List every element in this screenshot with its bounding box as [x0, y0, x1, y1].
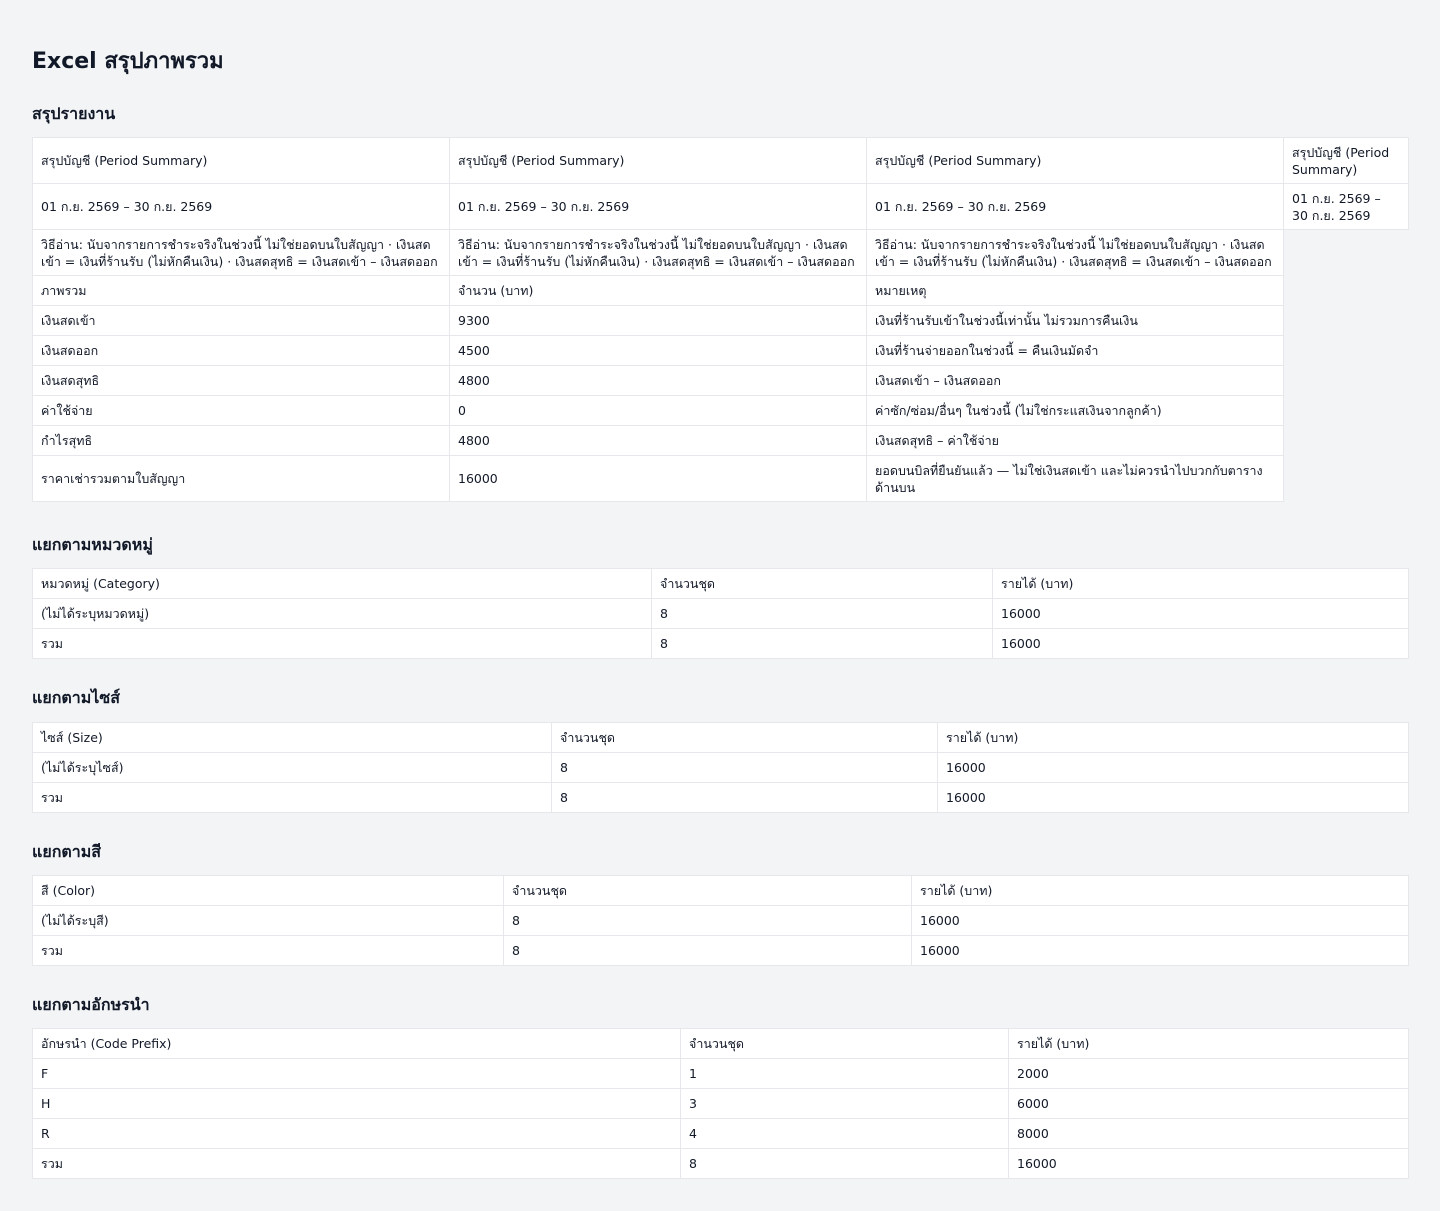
table-header-row	[33, 569, 1409, 599]
category-heading: แยกตามหมวดหมู่	[32, 535, 153, 554]
row-label: กำไรสุทธิ	[33, 426, 450, 456]
header-cell: ไซส์ (Size)	[33, 723, 552, 753]
table-row	[33, 366, 1409, 396]
table-cell: 16000	[993, 599, 1409, 629]
table-header-row	[33, 1029, 1409, 1059]
table-cell: 8	[504, 906, 912, 936]
prefix-table	[32, 1028, 1409, 1179]
table-cell: รวม	[33, 783, 552, 813]
row-note: ค่าซัก/ซ่อม/อื่นๆ ในช่วงนี้ (ไม่ใช่กระแสเงินจากลูกค้า)	[867, 396, 1284, 426]
table-cell: 16000	[993, 629, 1409, 659]
period-title-cell: สรุปบัญชี (Period Summary)	[450, 138, 867, 184]
method-note-cell: วิธีอ่าน: นับจากรายการชำระจริงในช่วงนี้ ไม่ใช่ยอดบนใบสัญญา · เงินสดเข้า = เงินที่ร้านรับ (ไม่หักคืนเงิน) · เงินสดสุทธิ = เงินสดเข้า – เงินสดออก	[867, 230, 1284, 276]
table-row	[33, 1119, 1409, 1149]
table-cell: 8	[504, 936, 912, 966]
header-cell: รายได้ (บาท)	[993, 569, 1409, 599]
summary-section	[32, 137, 1408, 502]
period-range-cell: 01 ก.ย. 2569 – 30 ก.ย. 2569	[33, 184, 450, 230]
row-amount: 4500	[450, 336, 867, 366]
table-row	[33, 936, 1409, 966]
table-cell: 16000	[938, 783, 1409, 813]
table-cell: 16000	[938, 753, 1409, 783]
table-cell: 8000	[1009, 1119, 1409, 1149]
table-cell: 16000	[912, 906, 1409, 936]
table-row	[33, 396, 1409, 426]
row-amount: 4800	[450, 366, 867, 396]
header-cell: รายได้ (บาท)	[912, 876, 1409, 906]
row-note: เงินที่ร้านรับเข้าในช่วงนี้เท่านั้น ไม่รวมการคืนเงิน	[867, 306, 1284, 336]
table-row	[33, 1089, 1409, 1119]
size-section	[32, 722, 1408, 813]
table-cell: R	[33, 1119, 681, 1149]
table-cell: 4	[681, 1119, 1009, 1149]
table-cell: รวม	[33, 936, 504, 966]
table-cell: 16000	[1009, 1149, 1409, 1179]
row-label: ราคาเช่ารวมตามใบสัญญา	[33, 456, 450, 502]
table-cell: (ไม่ได้ระบุหมวดหมู่)	[33, 599, 652, 629]
header-cell: จำนวนชุด	[504, 876, 912, 906]
row-note: เงินสดเข้า – เงินสดออก	[867, 366, 1284, 396]
header-cell: รายได้ (บาท)	[1009, 1029, 1409, 1059]
prefix-heading: แยกตามอักษรนำ	[32, 995, 150, 1014]
table-cell: รวม	[33, 629, 652, 659]
table-cell: 8	[652, 599, 993, 629]
header-cell: หมายเหตุ	[867, 276, 1284, 306]
summary-table	[32, 137, 1409, 502]
header-cell: อักษรนำ (Code Prefix)	[33, 1029, 681, 1059]
period-range-row	[33, 184, 1409, 230]
table-row	[33, 456, 1409, 502]
row-note: ยอดบนบิลที่ยืนยันแล้ว — ไม่ใช่เงินสดเข้า และไม่ควรนำไปบวกกับตารางด้านบน	[867, 456, 1284, 502]
row-note: เงินสดสุทธิ – ค่าใช้จ่าย	[867, 426, 1284, 456]
category-section	[32, 568, 1408, 659]
table-row	[33, 906, 1409, 936]
table-row	[33, 599, 1409, 629]
summary-header-row	[33, 276, 1409, 306]
header-cell: หมวดหมู่ (Category)	[33, 569, 652, 599]
header-cell: ภาพรวม	[33, 276, 450, 306]
table-header-row	[33, 876, 1409, 906]
prefix-section	[32, 1028, 1408, 1179]
empty-cell	[1284, 230, 1409, 502]
table-cell: 8	[652, 629, 993, 659]
table-header-row	[33, 723, 1409, 753]
header-cell: รายได้ (บาท)	[938, 723, 1409, 753]
method-note-cell: วิธีอ่าน: นับจากรายการชำระจริงในช่วงนี้ ไม่ใช่ยอดบนใบสัญญา · เงินสดเข้า = เงินที่ร้านรับ (ไม่หักคืนเงิน) · เงินสดสุทธิ = เงินสดเข้า – เงินสดออก	[33, 230, 450, 276]
row-amount: 9300	[450, 306, 867, 336]
row-label: เงินสดสุทธิ	[33, 366, 450, 396]
period-title-cell: สรุปบัญชี (Period Summary)	[1284, 138, 1409, 184]
table-cell: (ไม่ได้ระบุไซส์)	[33, 753, 552, 783]
size-heading: แยกตามไซส์	[32, 688, 120, 707]
row-label: ค่าใช้จ่าย	[33, 396, 450, 426]
row-amount: 16000	[450, 456, 867, 502]
period-range-cell: 01 ก.ย. 2569 – 30 ก.ย. 2569	[1284, 184, 1409, 230]
method-note-cell: วิธีอ่าน: นับจากรายการชำระจริงในช่วงนี้ ไม่ใช่ยอดบนใบสัญญา · เงินสดเข้า = เงินที่ร้านรับ (ไม่หักคืนเงิน) · เงินสดสุทธิ = เงินสดเข้า – เงินสดออก	[450, 230, 867, 276]
table-row	[33, 306, 1409, 336]
table-row	[33, 1149, 1409, 1179]
table-row	[33, 753, 1409, 783]
color-section	[32, 875, 1408, 966]
period-title-cell: สรุปบัญชี (Period Summary)	[33, 138, 450, 184]
table-row	[33, 629, 1409, 659]
header-cell: จำนวนชุด	[652, 569, 993, 599]
table-row	[33, 1059, 1409, 1089]
period-title-row	[33, 138, 1409, 184]
table-cell: H	[33, 1089, 681, 1119]
table-row	[33, 336, 1409, 366]
header-cell: จำนวน (บาท)	[450, 276, 867, 306]
table-cell: F	[33, 1059, 681, 1089]
table-cell: 6000	[1009, 1089, 1409, 1119]
table-cell: 8	[681, 1149, 1009, 1179]
table-cell: 8	[552, 753, 938, 783]
method-note-row	[33, 230, 1409, 276]
row-label: เงินสดออก	[33, 336, 450, 366]
row-note: เงินที่ร้านจ่ายออกในช่วงนี้ = คืนเงินมัดจำ	[867, 336, 1284, 366]
table-cell: 3	[681, 1089, 1009, 1119]
table-cell: 1	[681, 1059, 1009, 1089]
table-cell: (ไม่ได้ระบุสี)	[33, 906, 504, 936]
row-amount: 4800	[450, 426, 867, 456]
table-cell: 8	[552, 783, 938, 813]
table-row	[33, 783, 1409, 813]
page-title: Excel สรุปภาพรวม	[32, 49, 224, 74]
period-range-cell: 01 ก.ย. 2569 – 30 ก.ย. 2569	[450, 184, 867, 230]
color-table	[32, 875, 1409, 966]
summary-heading: สรุปรายงาน	[32, 104, 116, 123]
table-cell: 16000	[912, 936, 1409, 966]
period-title-cell: สรุปบัญชี (Period Summary)	[867, 138, 1284, 184]
row-label: เงินสดเข้า	[33, 306, 450, 336]
header-cell: สี (Color)	[33, 876, 504, 906]
table-row	[33, 426, 1409, 456]
size-table	[32, 722, 1409, 813]
header-cell: จำนวนชุด	[552, 723, 938, 753]
color-heading: แยกตามสี	[32, 842, 102, 861]
row-amount: 0	[450, 396, 867, 426]
header-cell: จำนวนชุด	[681, 1029, 1009, 1059]
table-cell: รวม	[33, 1149, 681, 1179]
period-range-cell: 01 ก.ย. 2569 – 30 ก.ย. 2569	[867, 184, 1284, 230]
category-table	[32, 568, 1409, 659]
table-cell: 2000	[1009, 1059, 1409, 1089]
